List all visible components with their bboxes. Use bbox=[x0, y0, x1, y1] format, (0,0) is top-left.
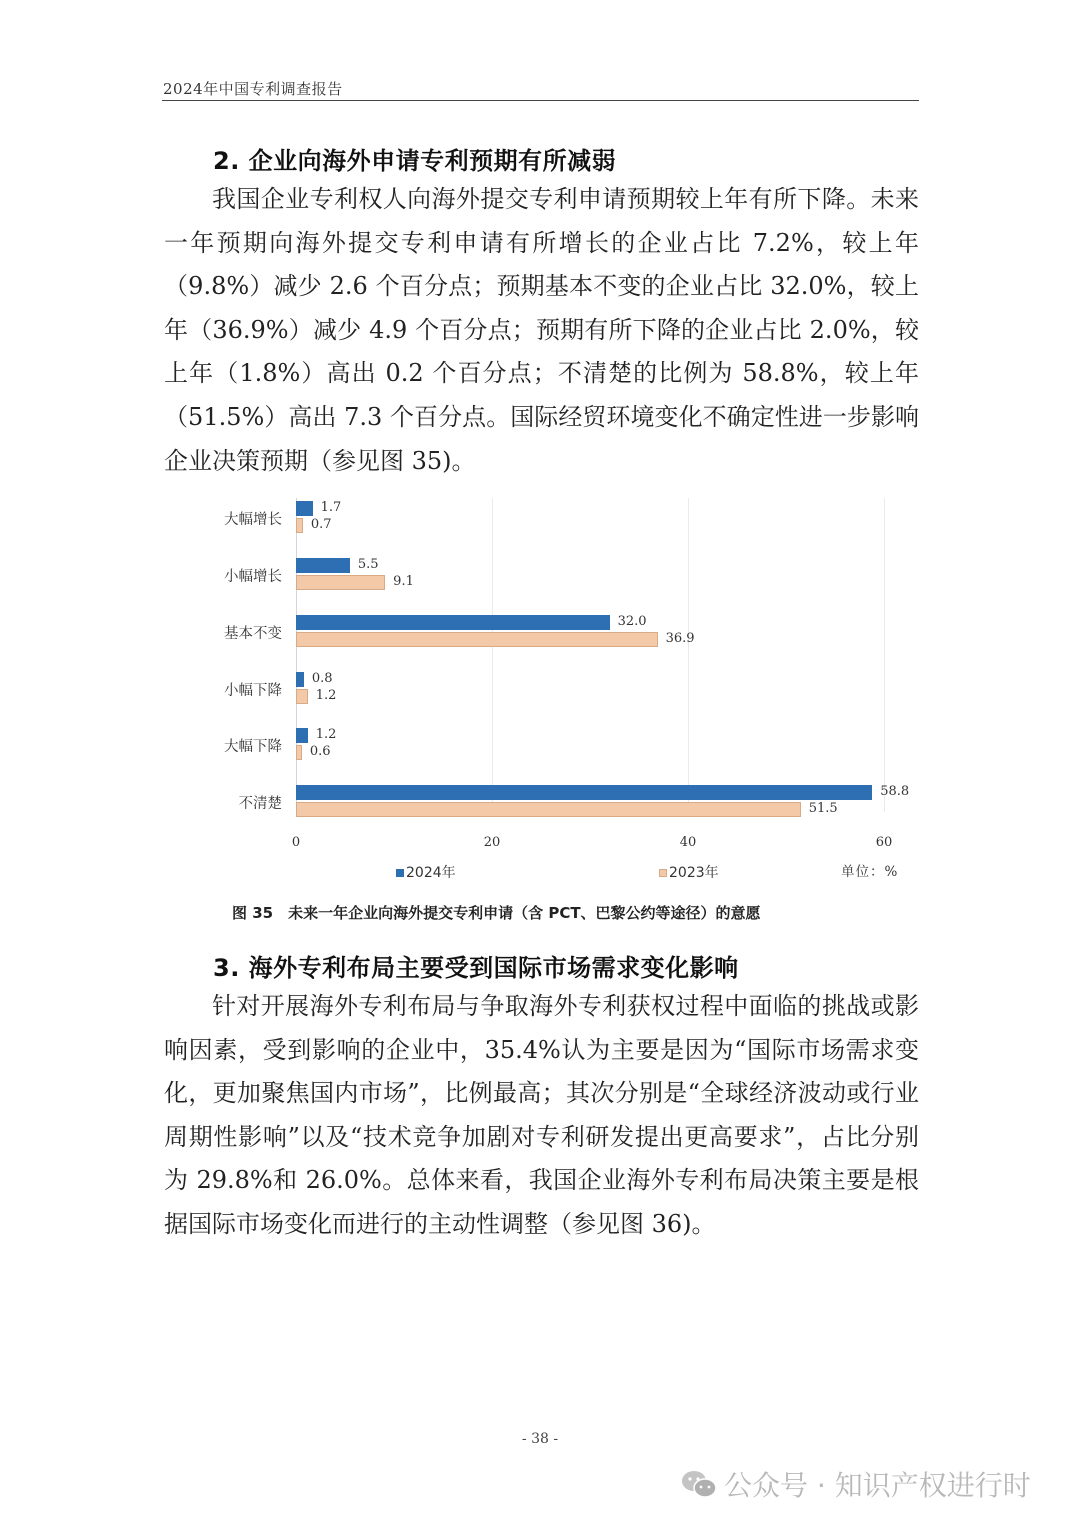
section-2-heading: 2. 企业向海外申请专利预期有所减弱 bbox=[213, 147, 617, 175]
gridline-20 bbox=[492, 498, 493, 812]
gridline-40 bbox=[688, 498, 689, 812]
bar-2023 bbox=[296, 518, 303, 533]
header-rule bbox=[162, 100, 919, 101]
figure-caption: 图 35 未来一年企业向海外提交专利申请（含 PCT、巴黎公约等途径）的意愿 bbox=[232, 904, 761, 922]
bar-2023 bbox=[296, 689, 308, 704]
bar-2023 bbox=[296, 632, 658, 647]
watermark-text: 公众号 · 知识产权进行时 bbox=[724, 1469, 1031, 1502]
bar-2023 bbox=[296, 802, 801, 817]
value-label-2023: 9.1 bbox=[393, 574, 414, 589]
unit-label: 单位：% bbox=[841, 864, 899, 880]
legend-swatch-2023 bbox=[659, 869, 667, 877]
section-2-paragraph: 我国企业专利权人向海外提交专利申请预期较上年有所下降。未来一年预期向海外提交专利申请有所增长的企业占比 7.2%，较上年（9.8%）减少 2.6 个百分点；预期基本不变的企业占比 32.0%，较上年（36.9%）减少 4.9 个百分点；预期有所下降的企业占比 2.0%，较上年（1.8%）高出 0.2 个百分点；不清楚的比例为 58.8%，较上年（51.5%）高出 7.3 个百分点。国际经贸环境变化不确定性进一步影响企业决策预期（参见图 35)。 bbox=[164, 185, 919, 475]
page-number: - 38 - bbox=[521, 1431, 559, 1447]
category-label: 大幅增长 bbox=[224, 512, 282, 528]
bar-2024 bbox=[296, 672, 304, 687]
bar-2024 bbox=[296, 615, 610, 630]
bar-2024 bbox=[296, 728, 308, 743]
value-label-2024: 32.0 bbox=[617, 614, 647, 629]
value-label-2023: 51.5 bbox=[808, 801, 838, 816]
value-label-2024: 5.5 bbox=[357, 557, 379, 572]
running-header: 2024年中国专利调查报告 bbox=[163, 80, 343, 98]
value-label-2023: 36.9 bbox=[665, 631, 695, 646]
value-label-2023: 1.2 bbox=[315, 688, 337, 703]
wechat-icon bbox=[680, 1468, 718, 1500]
value-label-2024: 58.8 bbox=[880, 784, 910, 799]
watermark bbox=[680, 1464, 1031, 1504]
category-label: 基本不变 bbox=[224, 626, 282, 642]
value-label-2023: 0.6 bbox=[309, 744, 331, 759]
value-label-2023: 0.7 bbox=[310, 517, 332, 532]
section-3-paragraph: 针对开展海外专利布局与争取海外专利获权过程中面临的挑战或影响因素，受到影响的企业中，35.4%认为主要是因为“国际市场需求变化，更加聚焦国内市场”，比例最高；其次分别是“全球经济波动或行业周期性影响”以及“技术竞争加剧对专利研发提出更高要求”，占比分别为 29.8%和 26.0%。总体来看，我国企业海外专利布局决策主要是根据国际市场变化而进行的主动性调整（参见图 36)。 bbox=[164, 992, 919, 1238]
value-label-2024: 1.7 bbox=[320, 500, 342, 515]
gridline-60 bbox=[884, 498, 885, 812]
y-axis-line bbox=[296, 498, 297, 812]
category-label: 不清楚 bbox=[238, 796, 282, 812]
legend-swatch-2024 bbox=[396, 869, 404, 877]
legend-2023 bbox=[659, 862, 719, 882]
bar-2024 bbox=[296, 785, 872, 800]
category-label: 小幅增长 bbox=[224, 569, 282, 585]
bar-chart-figure-35 bbox=[200, 490, 920, 890]
x-tick: 60 bbox=[875, 835, 893, 850]
section-3-heading: 3. 海外专利布局主要受到国际市场需求变化影响 bbox=[213, 954, 739, 982]
x-tick: 0 bbox=[291, 835, 301, 850]
legend-2024 bbox=[396, 862, 456, 882]
x-tick: 40 bbox=[679, 835, 697, 850]
bar-2023 bbox=[296, 575, 385, 590]
category-label: 小幅下降 bbox=[224, 683, 282, 699]
legend-label-2023: 2023年 bbox=[669, 865, 719, 881]
value-label-2024: 1.2 bbox=[315, 727, 337, 742]
value-label-2024: 0.8 bbox=[311, 671, 333, 686]
bar-2023 bbox=[296, 745, 302, 760]
category-label: 大幅下降 bbox=[224, 739, 282, 755]
legend-label-2024: 2024年 bbox=[406, 865, 456, 881]
bar-2024 bbox=[296, 558, 350, 573]
bar-2024 bbox=[296, 501, 313, 516]
x-tick: 20 bbox=[483, 835, 501, 850]
